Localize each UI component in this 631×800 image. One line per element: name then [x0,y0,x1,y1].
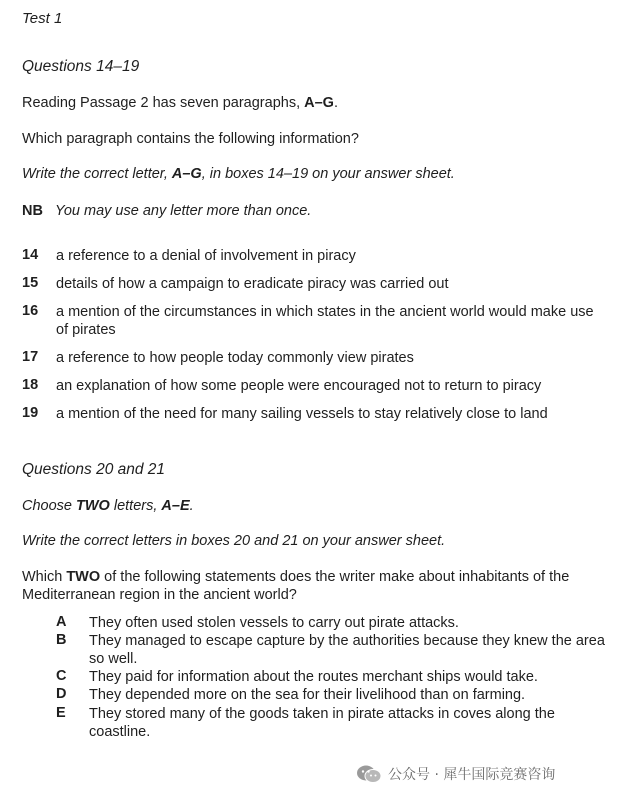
question-number: 16 [22,303,39,319]
option-text: They stored many of the goods taken in pirate attacks in coves along the coastline. [89,706,555,740]
option-letter: A [56,614,67,630]
section2-instructions: Write the correct letters in boxes 20 and 21 on your answer sheet. [22,533,446,549]
question-text: a mention of the need for many sailing vessels to stay relatively close to land [56,406,548,422]
section1-question: Which paragraph contains the following information? [22,131,359,147]
question-text: a reference to how people today commonly view pirates [56,350,414,366]
option-text: They often used stolen vessels to carry out pirate attacks. [89,615,459,631]
section1-heading: Questions 14–19 [22,58,140,75]
question-text: a reference to a denial of involvement in piracy [56,248,356,264]
option-letter: E [56,705,66,721]
option-letter: D [56,686,67,702]
section1-instructions: Write the correct letter, A–G, in boxes 14–19 on your answer sheet. [22,166,455,182]
section1-intro: Reading Passage 2 has seven paragraphs, A–G. [22,95,338,111]
section2-choose: Choose TWO letters, A–E. [22,498,194,514]
question-text: a mention of the circumstances in which states in the ancient world would make use of pirates [56,304,594,338]
watermark-text: 公众号 · 犀牛国际竞赛咨询 [388,767,556,783]
option-text: They managed to escape capture by the authorities because they knew the area so well. [89,633,605,667]
question-text: details of how a campaign to eradicate piracy was carried out [56,276,449,292]
section2-stem: Which TWO of the following statements does the writer make about inhabitants of the Mediterranean region in the ancient world? [22,569,570,603]
question-number: 14 [22,247,39,263]
test-label: Test 1 [22,10,63,27]
question-number: 19 [22,405,39,421]
section2-heading: Questions 20 and 21 [22,461,166,478]
question-number: 15 [22,275,39,291]
nb-note: NB You may use any letter more than once. [22,203,312,219]
question-number: 17 [22,349,39,365]
option-letter: B [56,632,67,648]
question-text: an explanation of how some people were encouraged not to return to piracy [56,378,542,394]
option-text: They depended more on the sea for their livelihood than on farming. [89,687,526,703]
option-letter: C [56,668,67,684]
wechat-icon [356,764,382,784]
option-text: They paid for information about the routes merchant ships would take. [89,669,538,685]
watermark [356,764,555,784]
question-number: 18 [22,377,39,393]
